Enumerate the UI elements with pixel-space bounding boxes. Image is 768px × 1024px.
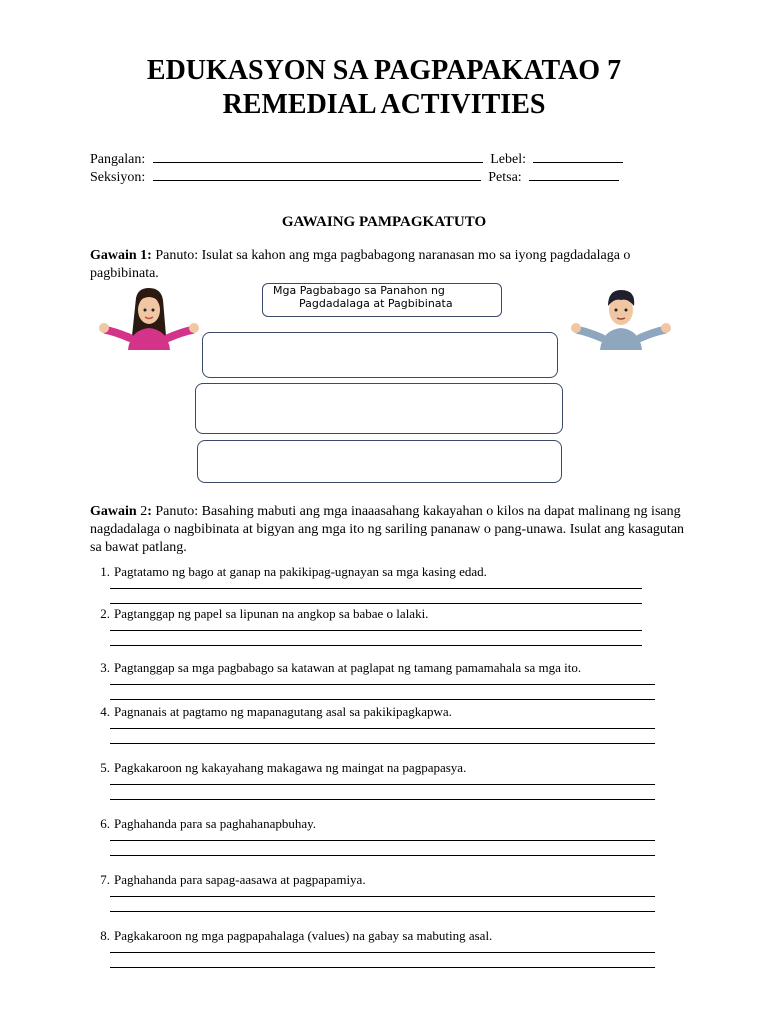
item-text: Pagtanggap sa mga pagbabago sa katawan at paglapat ng tamang pamamahala sa mga ito. bbox=[114, 660, 582, 675]
answer-line[interactable] bbox=[110, 799, 655, 800]
header-line2: Pagdadalaga at Pagbibinata bbox=[299, 297, 453, 310]
answer-line[interactable] bbox=[110, 911, 655, 912]
answer-line[interactable] bbox=[110, 840, 655, 841]
header-line1: Mga Pagbabago sa Panahon ng bbox=[273, 284, 445, 297]
section-heading: GAWAING PAMPAGKATUTO bbox=[281, 214, 487, 230]
item-text: Paghahanda para sapag-aasawa at pagpapamiya. bbox=[114, 872, 366, 887]
answer-line[interactable] bbox=[110, 728, 655, 729]
answer-line[interactable] bbox=[110, 743, 655, 744]
name-label: Pangalan: bbox=[90, 152, 146, 167]
answer-line[interactable] bbox=[110, 855, 655, 856]
section-date-row bbox=[90, 168, 623, 187]
page-title-line1: EDUKASYON SA PAGPAPAKATAO 7 bbox=[146, 55, 622, 86]
item-text: Pagkakaroon ng kakayahang makagawa ng maingat na pagpapasya. bbox=[114, 760, 467, 775]
item-number: 5. bbox=[100, 760, 110, 775]
item-number: 4. bbox=[100, 704, 110, 719]
answer-line[interactable] bbox=[110, 967, 655, 968]
answer-line[interactable] bbox=[110, 588, 642, 589]
activity1-label: Gawain 1: bbox=[90, 248, 152, 263]
date-label: Petsa: bbox=[488, 170, 522, 185]
item-text: Paghahanda para sa paghahanapbuhay. bbox=[114, 816, 317, 831]
answer-box-2[interactable] bbox=[195, 383, 563, 434]
changes-header-box bbox=[262, 283, 502, 317]
answer-line[interactable] bbox=[110, 784, 655, 785]
item-number: 6. bbox=[100, 816, 110, 831]
section-label: Seksiyon: bbox=[90, 170, 146, 185]
answer-line[interactable] bbox=[110, 699, 655, 700]
page-title-line2: REMEDIAL ACTIVITIES bbox=[222, 89, 546, 120]
activity2-label-num: 2 bbox=[136, 504, 148, 519]
activity2-label-colon: : bbox=[147, 504, 152, 519]
item-text: Pagkakaroon ng mga pagpapahalaga (values) na gabay sa mabuting asal. bbox=[114, 928, 493, 943]
section-blank[interactable] bbox=[153, 168, 481, 181]
answer-line[interactable] bbox=[110, 603, 642, 604]
activity1-text: Panuto: Isulat sa kahon ang mga pagbabagong naranasan mo sa iyong pagdadalaga o pagbibinata. bbox=[90, 248, 631, 281]
item-text: Pagtatamo ng bago at ganap na pakikipag-ugnayan sa mga kasing edad. bbox=[114, 564, 487, 579]
answer-line[interactable] bbox=[110, 896, 655, 897]
activity2-text: Panuto: Basahing mabuti ang mga inaaasahang kakayahan o kilos na dapat malinang ng isang nagdadalaga o nagbibinata at bigyan ang mga ito ng sariling pananaw o pang-unawa. Isulat ang kasagutan sa bawat patlang. bbox=[90, 504, 685, 555]
item-number: 3. bbox=[100, 660, 110, 675]
level-label: Lebel: bbox=[490, 152, 526, 167]
item-number: 7. bbox=[100, 872, 110, 887]
answer-line[interactable] bbox=[110, 684, 655, 685]
activity2-instruction bbox=[90, 503, 690, 557]
level-blank[interactable] bbox=[533, 150, 623, 163]
item-text: Pagtanggap ng papel sa lipunan na angkop sa babae o lalaki. bbox=[114, 606, 429, 621]
boy-avatar-icon bbox=[566, 288, 676, 350]
answer-line[interactable] bbox=[110, 645, 642, 646]
date-blank[interactable] bbox=[529, 168, 619, 181]
item-number: 8. bbox=[100, 928, 110, 943]
activity2-label: Gawain bbox=[90, 504, 137, 519]
girl-avatar-icon bbox=[96, 288, 202, 350]
activity1-instruction bbox=[90, 247, 690, 283]
name-level-row bbox=[90, 150, 627, 169]
item-number: 2. bbox=[100, 606, 110, 621]
item-number: 1. bbox=[100, 564, 110, 579]
answer-box-1[interactable] bbox=[202, 332, 558, 378]
answer-line[interactable] bbox=[110, 952, 655, 953]
name-blank[interactable] bbox=[153, 150, 483, 163]
item-text: Pagnanais at pagtamo ng mapanagutang asal sa pakikipagkapwa. bbox=[114, 704, 452, 719]
answer-line[interactable] bbox=[110, 630, 642, 631]
answer-box-3[interactable] bbox=[197, 440, 562, 483]
